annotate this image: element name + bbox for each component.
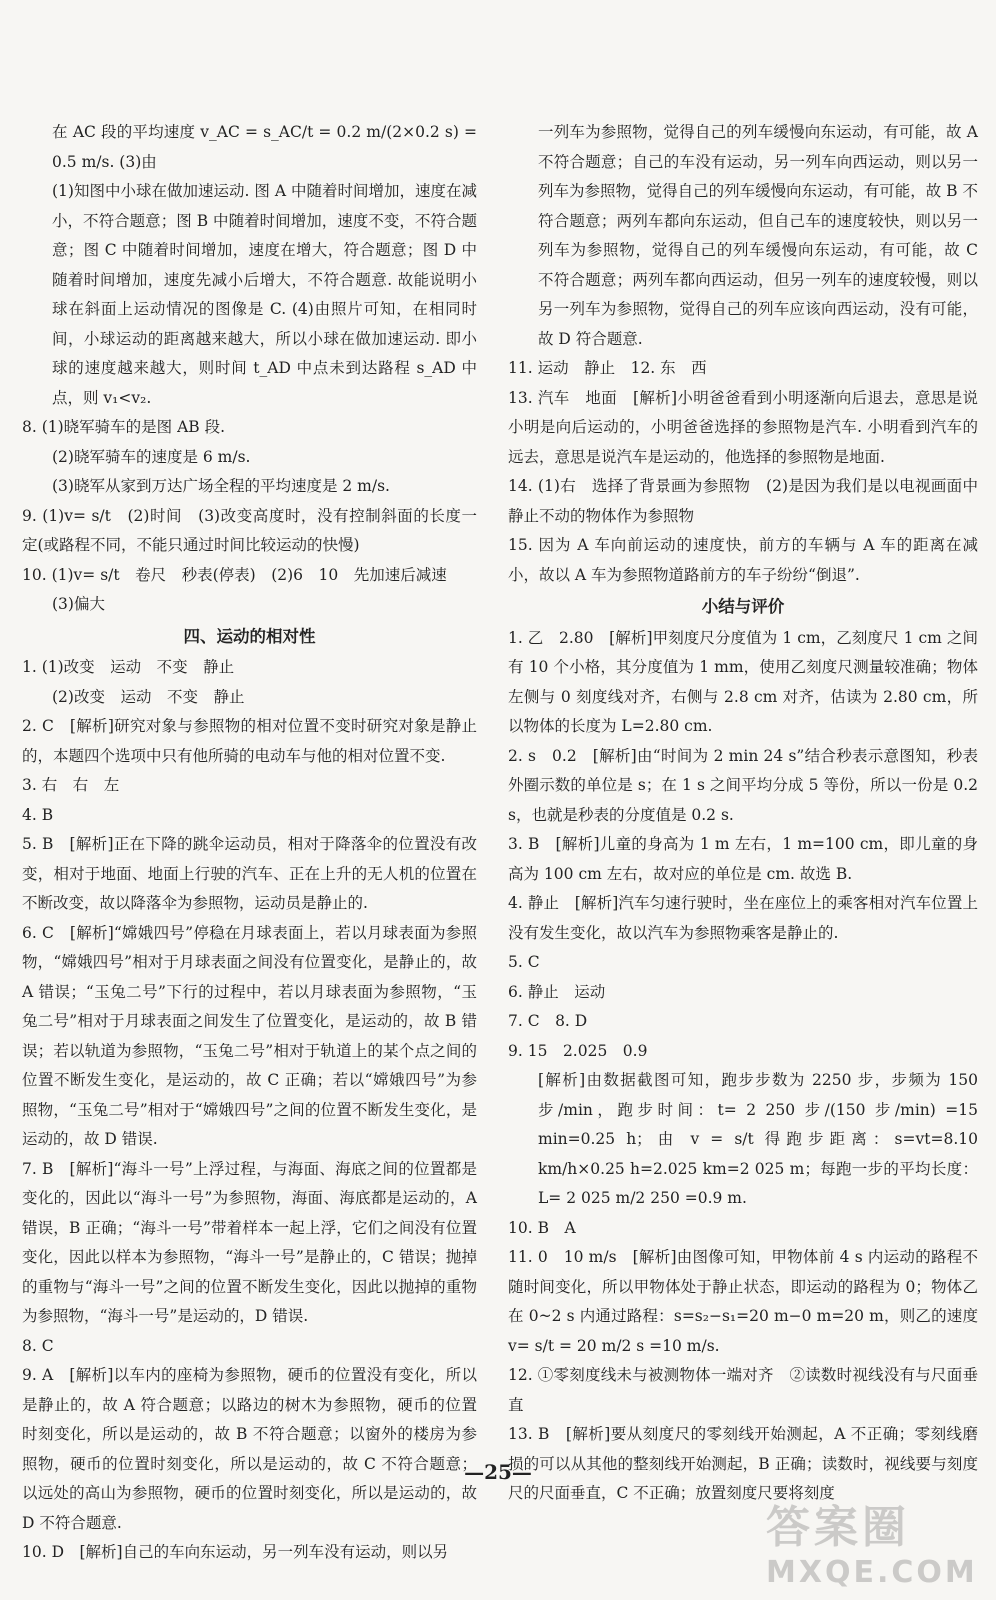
answer-paragraph: 2. s 0.2 [解析]由“时间为 2 min 24 s”结合秒表示意图知，秒表外圈示数的单位是 s；在 1 s 之间平均分成 5 等份，所以一份是 0.2 s，也就是秒表的分度值是 0.2 s. — [508, 746, 978, 824]
answer-paragraph: 5. B [解析]正在下降的跳伞运动员，相对于降落伞的位置没有改变，相对于地面、地面上行驶的汽车、正在上升的无人机的位置在不断改变，故以降落伞为参照物，运动员是静止的. — [22, 835, 477, 912]
watermark-logo — [766, 1491, 978, 1590]
answer-paragraph: 10. B A — [508, 1218, 576, 1237]
answer-paragraph: 15. 因为 A 车向前运动的速度快，前方的车辆与 A 车的距离在减小，故以 A 车为参照物道路前方的车子纷纷“倒退”. — [508, 536, 978, 584]
answer-paragraph: (3)晓军从家到万达广场全程的平均速度是 2 m/s. — [52, 477, 390, 495]
answer-paragraph: 7. B [解析]“海斗一号”上浮过程，与海面、海底之间的位置都是变化的，因此以“海斗一号”为参照物，海面、海底都是运动的，A 错误，B 正确；“海斗一号”带着样本一起上浮，它们之间没有位置变化，因此以样本为参照物，“海斗一号”是静止的，C 错误；抛掉的重物与“海斗一号”之间的位置不断发生变化，因此以抛掉的重物为参照物，“海斗一号”是运动的，D 错误. — [22, 1159, 477, 1325]
watermark-en: MXQE.COM — [766, 1555, 978, 1590]
answer-paragraph: 14. (1)右 选择了背景画为参照物 (2)是因为我们是以电视画面中静止不动的物体作为参照物 — [508, 477, 978, 525]
answer-paragraph: 6. 静止 运动 — [508, 982, 606, 1001]
answer-paragraph: (2)晓军骑车的速度是 6 m/s. — [52, 447, 251, 466]
answer-paragraph: (2)改变 运动 不变 静止 — [52, 687, 245, 706]
answer-paragraph: 8. (1)晓军骑车的是图 AB 段. — [22, 418, 226, 436]
section-heading: 四、运动的相对性 — [183, 626, 316, 646]
answer-paragraph: 11. 0 10 m/s [解析]由图像可知，甲物体前 4 s 内运动的路程不随时间变化，所以甲物体处于静止状态，即运动的路程为 0；物体乙在 0~2 s 内通过路程：s=s₂−s₁=20 m−0 m=20 m，则乙的速度 v= s/t = 20 m/2 s =10 m/s. — [508, 1248, 978, 1355]
right-column — [508, 118, 978, 1509]
section-heading: 小结与评价 — [701, 597, 785, 616]
answer-paragraph: 9. A [解析]以车内的座椅为参照物，硬币的位置没有变化，所以是静止的，故 A 符合题意；以路边的树木为参照物，硬币的位置时刻变化，所以是运动的，故 B 不符合题意；以窗外的楼房为参照物，硬币的位置时刻变化，所以是运动的，故 C 不符合题意；以远处的高山为参照物，硬币的位置时刻变化，所以是运动的，故 D 不符合题意. — [22, 1366, 477, 1532]
answer-paragraph: [解析]由数据截图可知，跑步步数为 2250 步，步频为 150 步/min，跑步时间：t= 2 250 步/(150 步/min) =15 min=0.25 h；由 v = s/t 得跑步距离：s=vt=8.10 km/h×0.25 h=2.025 km=2 025 m；每跑一步的平均长度：L= 2 025 m/2 250 =0.9 m. — [538, 1071, 978, 1207]
answer-paragraph: 9. (1)v= s/t (2)时间 (3)改变高度时，没有控制斜面的长度一定(或路程不同，不能只通过时间比较运动的快慢) — [22, 506, 477, 554]
answer-paragraph: 7. C 8. D — [508, 1012, 588, 1030]
answer-paragraph: 13. B [解析]要从刻度尺的零刻线开始测起，A 不正确；零刻线磨损的可以从其他的整刻线开始测起，B 正确；读数时，视线要与刻度尺的尺面垂直，C 不正确；放置刻度尺要将刻度 — [508, 1425, 978, 1502]
answer-paragraph: 6. C [解析]“嫦娥四号”停稳在月球表面上，若以月球表面为参照物，“嫦娥四号”相对于月球表面之间没有位置变化，是静止的，故 A 错误；“玉兔二号”下行的过程中，若以月球表面为参照物，“玉兔二号”相对于月球表面之间发生了位置变化，是运动的，故 B 错误；若以轨道为参照物，“玉兔二号”相对于轨道上的某个点之间的位置不断发生变化，是运动的，故 C 正确；若以“嫦娥四号”为参照物，“玉兔二号”相对于“嫦娥四号”之间的位置不断发生变化，是运动的，故 D 错误. — [22, 923, 477, 1148]
answer-paragraph: 13. 汽车 地面 [解析]小明爸爸看到小明逐渐向后退去，意思是说小明是向后运动的，小明爸爸选择的参照物是汽车. 小明看到汽车的远去，意思是说汽车是运动的，他选择的参照物是地面. — [508, 388, 978, 466]
answer-paragraph: 在 AC 段的平均速度 v_AC = s_AC/t = 0.2 m/(2×0.2 s) = 0.5 m/s. (3)由 — [52, 123, 477, 171]
answer-paragraph: 11. 运动 静止 12. 东 西 — [508, 359, 707, 377]
answer-paragraph: 10. D [解析]自己的车向东运动，另一列车没有运动，则以另 — [22, 1543, 449, 1561]
answer-paragraph: 3. B [解析]儿童的身高为 1 m 左右，1 m=100 cm，即儿童的身高为 100 cm 左右，故对应的单位是 cm. 故选 B. — [508, 835, 978, 883]
watermark-cn: 答案圈 — [766, 1502, 910, 1553]
answer-paragraph: 10. (1)v= s/t 卷尺 秒表(停表) (2)6 10 先加速后减速 — [22, 565, 447, 584]
answer-paragraph: 3. 右 右 左 — [22, 776, 120, 794]
answer-paragraph: 9. 15 2.025 0.9 — [508, 1041, 648, 1060]
answer-paragraph: 1. (1)改变 运动 不变 静止 — [22, 658, 235, 676]
answer-paragraph: (3)偏大 — [52, 595, 105, 613]
answer-paragraph: 4. B — [22, 805, 54, 824]
answer-paragraph: 12. ①零刻度线未与被测物体一端对齐 ②读数时视线没有与尺面垂直 — [508, 1366, 978, 1414]
left-column — [22, 118, 477, 1568]
answer-paragraph: 一列车为参照物，觉得自己的列车缓慢向东运动，有可能，故 A 不符合题意；自己的车没有运动，另一列车向西运动，则以另一列车为参照物，觉得自己的列车缓慢向东运动，有可能，故 B 不符合题意；两列车都向东运动，但自己车的速度较快，则以另一列车为参照物，觉得自己的列车缓慢向东运动，有可能，故 C 不符合题意；两列车都向西运动，但另一列车的速度较慢，则以另一列车为参照物，觉得自己的列车应该向西运动，没有可能，故 D 符合题意. — [538, 123, 978, 348]
answer-paragraph: 1. 乙 2.80 [解析]甲刻度尺分度值为 1 cm，乙刻度尺 1 cm 之间有 10 个小格，其分度值为 1 mm，使用乙刻度尺测量较准确；物体左侧与 0 刻度线对齐，右侧与 2.8 cm 对齐，估读为 2.80 cm，所以物体的长度为 L=2.80 cm. — [508, 628, 978, 735]
answer-paragraph: (1)知图中小球在做加速运动. 图 A 中随着时间增加，速度在减小，不符合题意；图 B 中随着时间增加，速度不变，不符合题意；图 C 中随着时间增加，速度在增大，符合题意；图 D 中随着时间增加，速度先减小后增大，不符合题意. 故能说明小球在斜面上运动情况的图像是 C. (4)由照片可知，在相同时间，小球运动的距离越来越大，所以小球在做加速运动. 即小球的速度越来越大，则时间 t_AD 中点未到达路程 s_AD 中点，则 v₁<v₂. — [52, 182, 477, 407]
page-number: —25— — [464, 1460, 532, 1484]
answer-paragraph: 2. C [解析]研究对象与参照物的相对位置不变时研究对象是静止的，本题四个选项中只有他所骑的电动车与他的相对位置不变. — [22, 717, 477, 765]
answer-paragraph: 4. 静止 [解析]汽车匀速行驶时，坐在座位上的乘客相对汽车位置上没有发生变化，故以汽车为参照物乘客是静止的. — [508, 894, 978, 942]
answer-paragraph: 5. C — [508, 953, 540, 971]
answer-paragraph: 8. C — [22, 1336, 54, 1355]
